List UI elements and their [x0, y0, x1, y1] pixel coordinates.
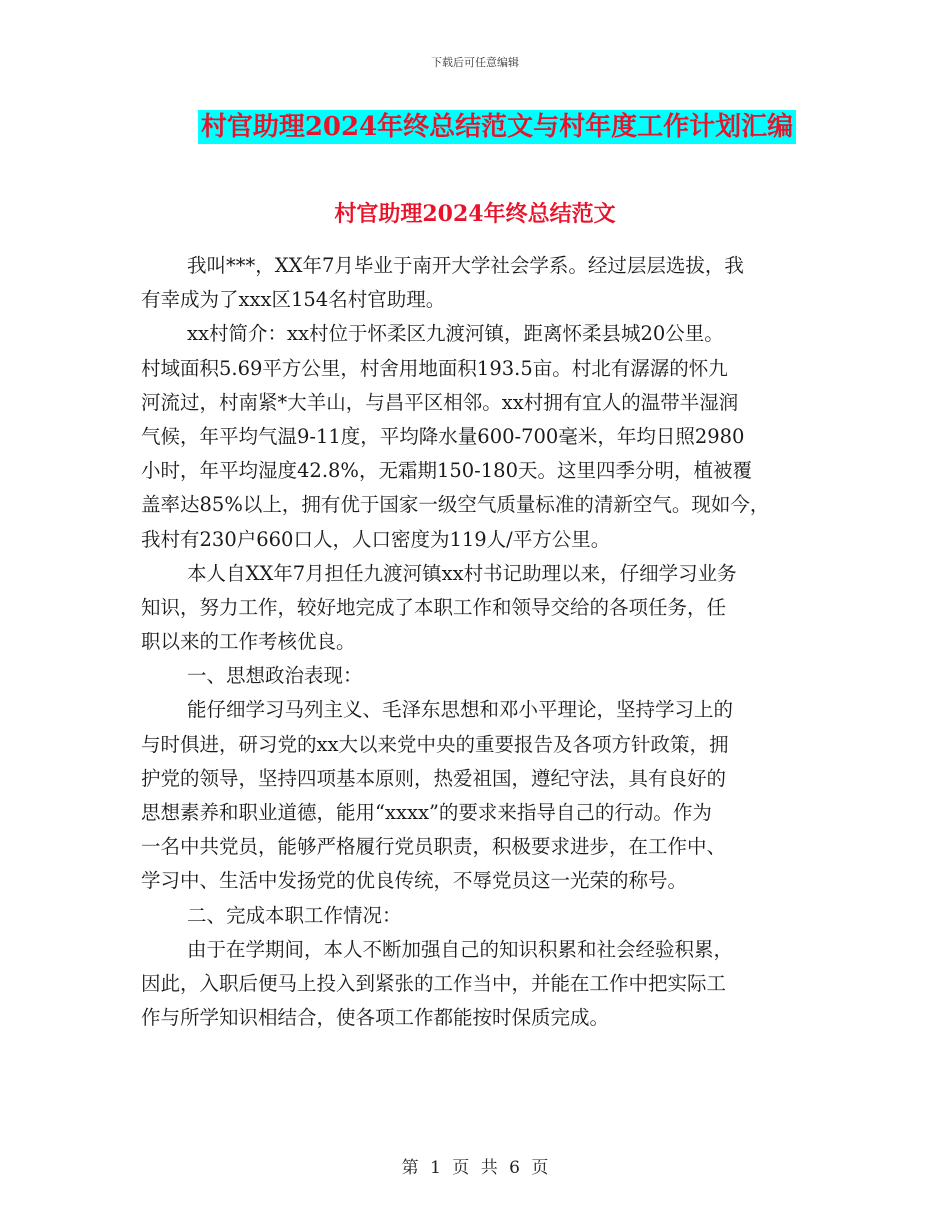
- text-line: 与时俱进，研习党的xx大以来党中央的重要报告及各项方针政策，拥: [141, 732, 729, 756]
- paragraph-political: [141, 693, 821, 898]
- paragraph-duties: [141, 557, 821, 660]
- section-title: 村官助理2024年终总结范文: [334, 201, 616, 227]
- document-title: 村官助理2024年终总结范文与村年度工作计划汇编: [198, 110, 796, 144]
- document-body: [141, 249, 821, 1035]
- text-line: 作与所学知识相结合，使各项工作都能按时保质完成。: [141, 1006, 610, 1030]
- text-line: 思想素养和职业道德，能用“xxxx”的要求来指导自己的行动。作为: [141, 801, 712, 824]
- heading-work: [141, 899, 821, 933]
- document-title-wrap: [0, 110, 950, 144]
- text-line: 河流过，村南紧*大羊山，与昌平区相邻。xx村拥有宜人的温带半湿润: [141, 390, 739, 414]
- paragraph-work: [141, 933, 821, 1036]
- text-line: 由于在学期间，本人不断加强自己的知识积累和社会经验积累，: [187, 937, 734, 961]
- paragraph-intro: [141, 249, 821, 317]
- page-number: 第 1 页 共 6 页: [401, 1158, 549, 1178]
- text-line: 职以来的工作考核优良。: [141, 630, 356, 654]
- header-note: 下载后可任意编辑: [431, 56, 519, 69]
- text-line: 知识，努力工作，较好地完成了本职工作和领导交给的各项任务，任: [141, 595, 727, 619]
- paragraph-village-profile: [141, 317, 821, 556]
- text-line: 我叫***，XX年7月毕业于南开大学社会学系。经过层层选拔，我: [187, 254, 744, 277]
- text-line: 本人自XX年7月担任九渡河镇xx村书记助理以来，仔细学习业务: [187, 561, 737, 585]
- text-line: 学习中、生活中发扬党的优良传统，不辱党员这一光荣的称号。: [141, 869, 688, 893]
- text-line: 气候，年平均气温9-11度，平均降水量600-700毫米，年均日照2980: [141, 424, 745, 448]
- text-line: xx村简介：xx村位于怀柔区九渡河镇，距离怀柔县城20公里。: [187, 322, 724, 346]
- text-line: 我村有230户660口人，人口密度为119人/平方公里。: [141, 527, 611, 551]
- text-line: 村域面积5.69平方公里，村舍用地面积193.5亩。村北有潺潺的怀九: [141, 356, 728, 380]
- text-line: 有幸成为了xxx区154名村官助理。: [141, 288, 446, 312]
- text-line: 盖率达85%以上，拥有优于国家一级空气质量标准的清新空气。现如今，: [141, 493, 770, 517]
- text-line: 护党的领导，坚持四项基本原则，热爱祖国，遵纪守法，具有良好的: [141, 766, 727, 790]
- text-line: 能仔细学习马列主义、毛泽东思想和邓小平理论，坚持学习上的: [187, 698, 734, 722]
- text-line: 一、思想政治表现：: [187, 664, 363, 688]
- text-line: 一名中共党员，能够严格履行党员职责，积极要求进步，在工作中、: [141, 835, 727, 859]
- heading-political: [141, 659, 821, 693]
- text-line: 因此，入职后便马上投入到紧张的工作当中，并能在工作中把实际工: [141, 971, 727, 995]
- text-line: 小时，年平均湿度42.8%，无霜期150-180天。这里四季分明，植被覆: [141, 459, 752, 483]
- text-line: 二、完成本职工作情况：: [187, 903, 402, 927]
